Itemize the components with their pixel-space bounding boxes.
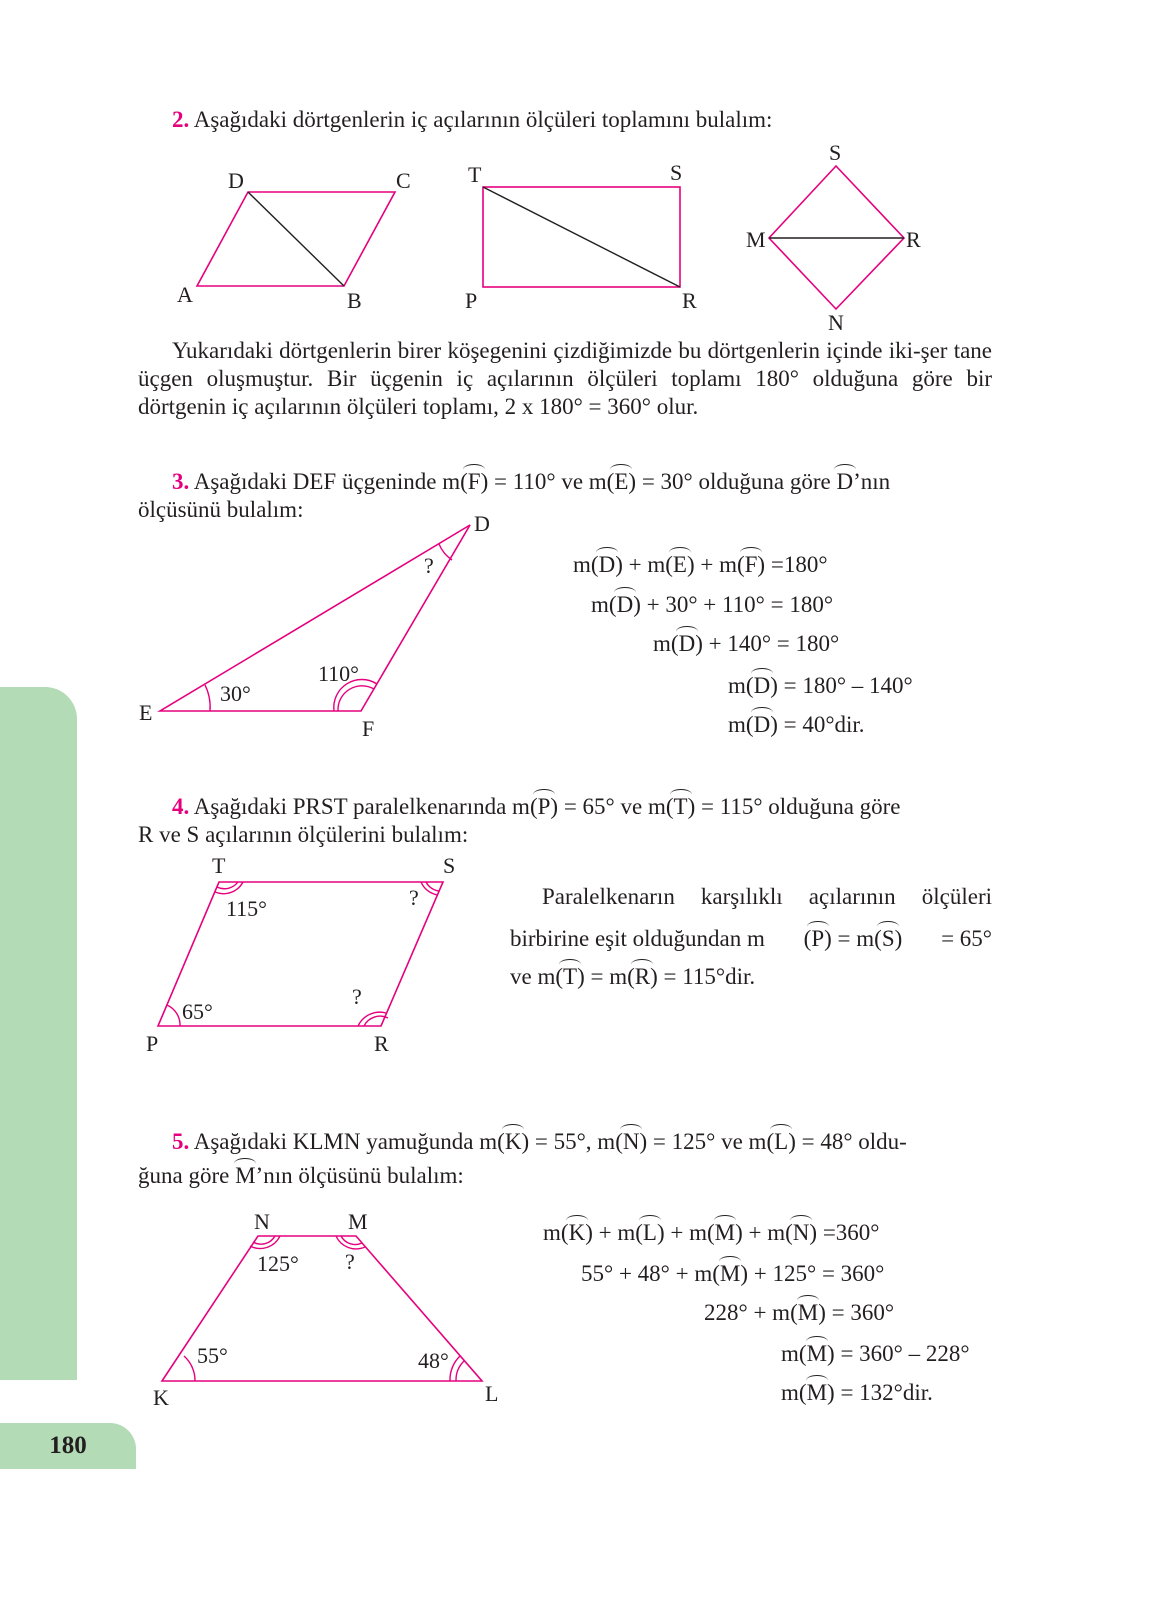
s5eq1-angle-l: L: [642, 1220, 657, 1245]
section3-text-1: Aşağıdaki DEF üçgeninde m: [193, 469, 461, 494]
section5-text-1: Aşağıdaki KLMN yamuğunda m: [193, 1129, 498, 1154]
eq3-rhs: + 140° = 180°: [708, 631, 840, 656]
section5-number: 5.: [172, 1129, 190, 1154]
s5eq2-angle-m: M: [719, 1261, 741, 1286]
section3-eq3: m(D) + 140° = 180°: [653, 631, 840, 656]
section5-text-3: = 125° ve m: [652, 1129, 767, 1154]
angle-n-value: 125°: [257, 1251, 299, 1276]
angle-m-value: ?: [345, 1249, 355, 1274]
text3-angle-t: T: [563, 964, 578, 989]
angle-s-value: ?: [409, 885, 419, 910]
label-f3: F: [362, 716, 375, 741]
label-r2: R: [906, 227, 921, 252]
s5eq1-angle-k: K: [568, 1220, 586, 1245]
eq1-angle-f: F: [744, 552, 758, 577]
text3-angle-r: R: [634, 964, 651, 989]
angle-e-symbol: E: [614, 469, 629, 494]
section5-eq1: m(K) + m(L) + m(M) + m(N) =360°: [543, 1220, 880, 1245]
s5eq1-rhs: =360°: [822, 1220, 880, 1245]
section4-prompt: 4. Aşağıdaki PRST paralelkenarında m(P) = 65° ve m(T) = 115° olduğuna göre: [172, 794, 901, 819]
angle-t-value: 115°: [226, 896, 267, 921]
eq3-angle-d: D: [678, 631, 696, 656]
eq1-angle-d: D: [598, 552, 616, 577]
label-c: C: [396, 168, 411, 193]
angle-p-value: 65°: [182, 999, 213, 1024]
label-r: R: [682, 288, 697, 313]
label-t4: T: [212, 853, 226, 878]
label-a: A: [177, 282, 193, 307]
s5eq2-rhs: + 125° = 360°: [753, 1261, 885, 1286]
label-p: P: [465, 288, 478, 313]
section5-line2b: ’nın ölçüsünü bulalım:: [255, 1163, 464, 1188]
label-l5: L: [485, 1381, 499, 1406]
label-s: S: [670, 160, 683, 185]
angle-k-symbol: K: [504, 1129, 522, 1154]
angle-t-symbol: T: [673, 794, 688, 819]
eq4-angle-d: D: [753, 673, 771, 698]
section5-prompt: 5. Aşağıdaki KLMN yamuğunda m(K) = 55°, m(N) = 125° ve m(L) = 48° oldu-: [172, 1129, 907, 1154]
section5-text-2: = 55°, m: [534, 1129, 616, 1154]
angle-l-value: 48°: [418, 1348, 449, 1373]
s5eq1-angle-n: N: [792, 1220, 810, 1245]
label-m: M: [746, 227, 766, 252]
angle-k-value: 55°: [197, 1343, 228, 1368]
angle-arc-l2: [456, 1361, 464, 1381]
section3-eq5: m(D) = 40°dir.: [728, 712, 865, 737]
section4-text2: [510, 925, 992, 952]
section3-eq4: m(D) = 180° – 140°: [728, 673, 913, 698]
section4-text2b: = 65°: [941, 926, 992, 951]
section4-text2-expr: (P) = m(S): [803, 926, 903, 951]
section3-eq1: m(D) + m(E) + m(F) =180°: [573, 552, 828, 577]
angle-arc-k: [184, 1356, 195, 1381]
section4-text3: ve m(T) = m(R) = 115°dir.: [510, 964, 756, 989]
section3-text-4: ’nın: [853, 469, 891, 494]
angle-f-value: 110°: [318, 661, 359, 686]
s5eq2-lhs: 55° + 48° + m: [581, 1261, 713, 1286]
eq4-rhs: = 180° – 140°: [783, 673, 913, 698]
s5eq3-angle-m: M: [797, 1300, 819, 1325]
s5eq3-lhs: 228° + m: [704, 1300, 791, 1325]
text2-angle-p: P: [811, 926, 825, 951]
section4-text3a: ve m: [510, 964, 556, 989]
label-s2: S: [829, 140, 842, 165]
label-p4: P: [146, 1031, 159, 1056]
section5-eq3: 228° + m(M) = 360°: [704, 1300, 895, 1325]
s5eq5-rhs: = 132°dir.: [840, 1380, 933, 1405]
s5eq3-rhs: = 360°: [831, 1300, 895, 1325]
section3-prompt: 3. Aşağıdaki DEF üçgeninde m(F) = 110° ve m(E) = 30° olduğuna göre D’nın: [172, 469, 891, 494]
angle-f-symbol: F: [467, 469, 481, 494]
diagonal-db: [248, 192, 344, 286]
label-e3: E: [139, 700, 153, 725]
label-k5: K: [153, 1385, 169, 1410]
section4-text1: Paralelkenarın karşılıklı açılarının ölçüleri: [542, 884, 992, 909]
section3-line2: ölçüsünü bulalım:: [138, 497, 304, 522]
angle-p-symbol: P: [537, 794, 551, 819]
section5-eq4: m(M) = 360° – 228°: [781, 1341, 970, 1366]
section5-line2a: ğuna göre: [138, 1163, 230, 1188]
section4-text-3: ) = 115° olduğuna göre: [687, 794, 901, 819]
eq2-rhs: + 30° + 110° = 180°: [646, 592, 834, 617]
angle-arc-e: [205, 685, 210, 711]
s5eq4-angle-m: M: [806, 1341, 828, 1366]
eq5-angle-d: D: [753, 712, 771, 737]
section2-prompt-text: Aşağıdaki dörtgenlerin iç açılarının ölçüleri toplamını bulalım:: [193, 107, 773, 132]
angle-e-value: 30°: [220, 681, 251, 706]
angle-d-symbol: D: [836, 469, 854, 494]
s5eq4-rhs: = 360° – 228°: [840, 1341, 970, 1366]
section3-eq2: m(D) + 30° + 110° = 180°: [591, 592, 834, 617]
section2-number: 2.: [172, 107, 190, 132]
angle-l-symbol: L: [774, 1129, 789, 1154]
label-m5: M: [348, 1209, 368, 1234]
section3-text-3: = 30° olduğuna göre: [641, 469, 831, 494]
eq2-angle-d: D: [616, 592, 634, 617]
section4-text2a: birbirine eşit olduğundan m: [510, 926, 765, 951]
angle-m-symbol: M: [235, 1163, 256, 1188]
section4-number: 4.: [172, 794, 190, 819]
label-t: T: [468, 162, 482, 187]
angle-arc-s2: [426, 882, 439, 891]
label-s4: S: [443, 853, 456, 878]
eq5-rhs: = 40°dir.: [783, 712, 865, 737]
section4-text-1: Aşağıdaki PRST paralelkenarında m: [193, 794, 530, 819]
angle-arc-s: [421, 882, 438, 895]
section4-text-2: = 65° ve m(: [563, 794, 674, 819]
eq1-angle-e: E: [672, 552, 687, 577]
angle-r-value: ?: [352, 984, 362, 1009]
section5-eq5: m(M) = 132°dir.: [781, 1380, 933, 1405]
label-b: B: [347, 288, 362, 313]
section3-text-2: = 110° ve m: [494, 469, 607, 494]
section5-text-4: = 48° oldu-: [801, 1129, 907, 1154]
label-r4: R: [374, 1031, 389, 1056]
eq1-rhs: =180°: [770, 552, 828, 577]
page-number: 180: [49, 1432, 87, 1459]
diagonal-tr: [483, 187, 680, 287]
label-n: N: [828, 310, 844, 335]
label-d: D: [228, 168, 244, 193]
section5-eq2: 55° + 48° + m(M) + 125° = 360°: [581, 1261, 885, 1286]
label-n5: N: [254, 1209, 270, 1234]
text2-angle-s: S: [881, 926, 895, 951]
s5eq5-angle-m: M: [806, 1380, 828, 1405]
section4-text3b: = 115°dir.: [663, 964, 756, 989]
angle-arc-t2: [217, 882, 238, 889]
section5-line2: [138, 1162, 464, 1189]
section3-number: 3.: [172, 469, 190, 494]
section2-explanation: Yukarıdaki dörtgenlerin birer köşegenini çizdiğimizde bu dörtgenlerin içinde iki-şer tane üçgen oluşmuştur. Bir üçgenin iç açılarının ölçüleri toplamı 180° olduğuna göre bir dörtgenin iç açılarının ölçüleri toplamı, 2 x 180° = 360° olur.: [138, 338, 992, 419]
angle-d-value: ?: [424, 553, 434, 578]
angle-n-symbol: N: [622, 1129, 640, 1154]
s5eq1-angle-m: M: [714, 1220, 736, 1245]
angle-arc-p: [167, 1005, 180, 1026]
section4-line2: R ve S açılarının ölçülerini bulalım:: [138, 822, 469, 847]
label-d3: D: [474, 511, 490, 536]
